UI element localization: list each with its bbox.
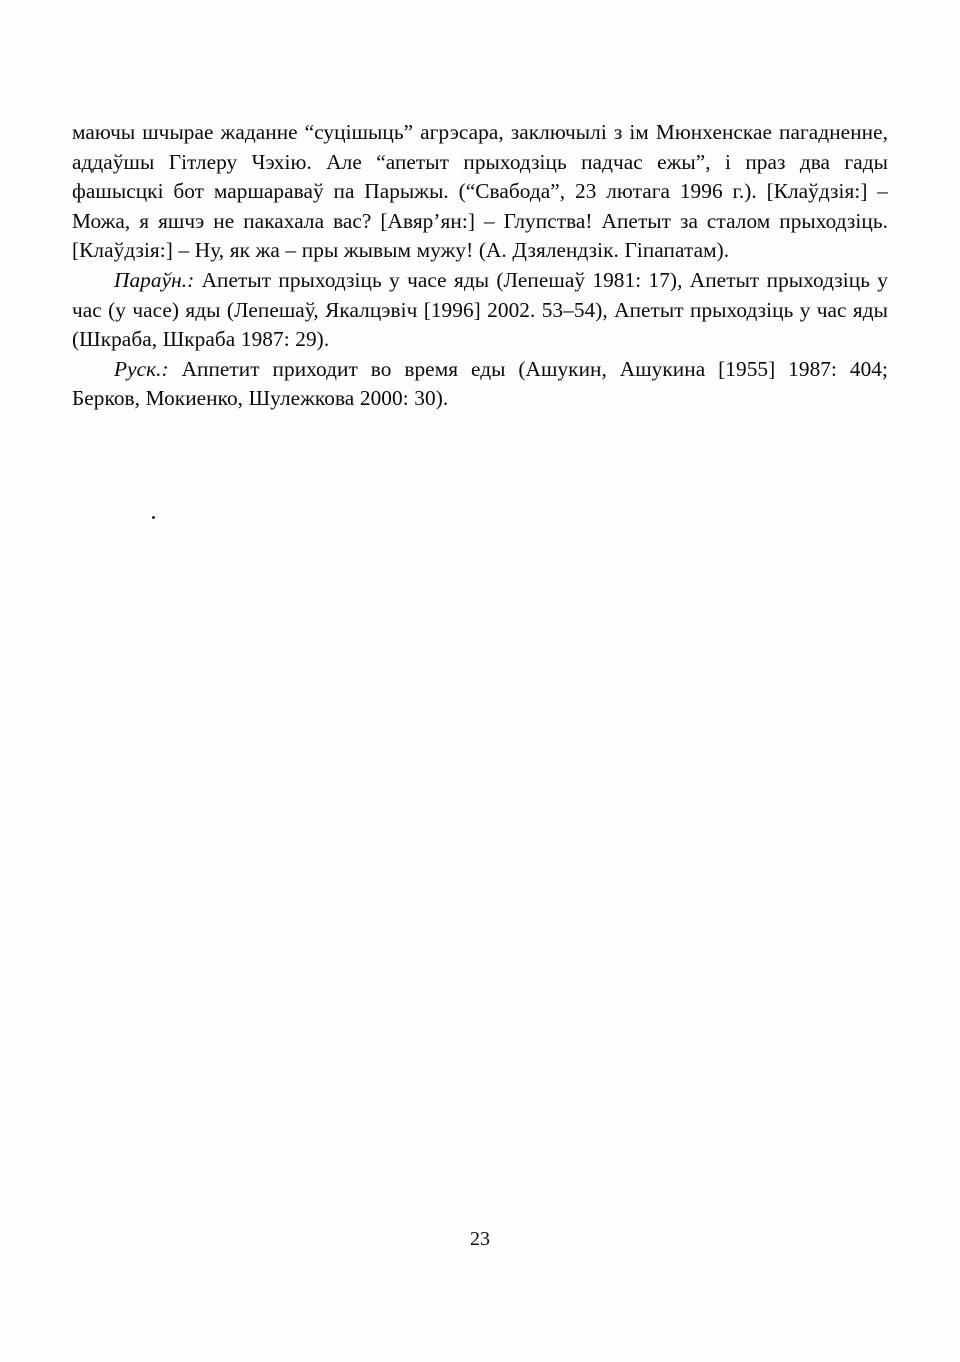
scan-artifact-speck [152, 516, 155, 519]
page-content [72, 118, 888, 474]
comparison-text: Апетыт прыходзіць у часе яды (Лепешаў 1981: 17), Апетыт прыходзіць у час (у часе) яды (Лепешаў, Якалцэвіч [1996] 2002. 53–54), Апетыт прыходзіць у час яды (Шкраба, Шкраба 1987: 29). [72, 267, 888, 352]
paragraph-continuation: маючы шчырае жаданне “суцішыць” агрэсара, заключылі з ім Мюнхенскае пагадненне, аддаўшы Гітлеру Чэхію. Але “апетыт прыходзіць падчас ежы”, і праз два гады фашысцкі бот маршараваў па Парыжы. (“Свабода”, 23 лютага 1996 г.). [Клаўдзія:] – Можа, я яшчэ не пакахала вас? [Авяр’ян:] – Глупства! Апетыт за сталом прыходзіць. [Клаўдзія:] – Ну, як жа – пры жывым мужу! (А. Дзялендзік. Гіпапатам). [72, 120, 888, 263]
russian-label: Руск.: [114, 356, 169, 381]
spacer-before-entry-2 [72, 448, 888, 474]
russian-text: Аппетит приходит во время еды (Ашукин, Ашукина [1955] 1987: 404; Берков, Мокиенко, Шулежкова 2000: 30). [72, 356, 888, 411]
paragraph-russian [72, 355, 888, 414]
paragraph-comparison [72, 266, 888, 355]
spacer-before-entry-1 [72, 414, 888, 448]
page-number: 23 [470, 1228, 490, 1250]
comparison-label: Параўн.: [114, 267, 195, 292]
